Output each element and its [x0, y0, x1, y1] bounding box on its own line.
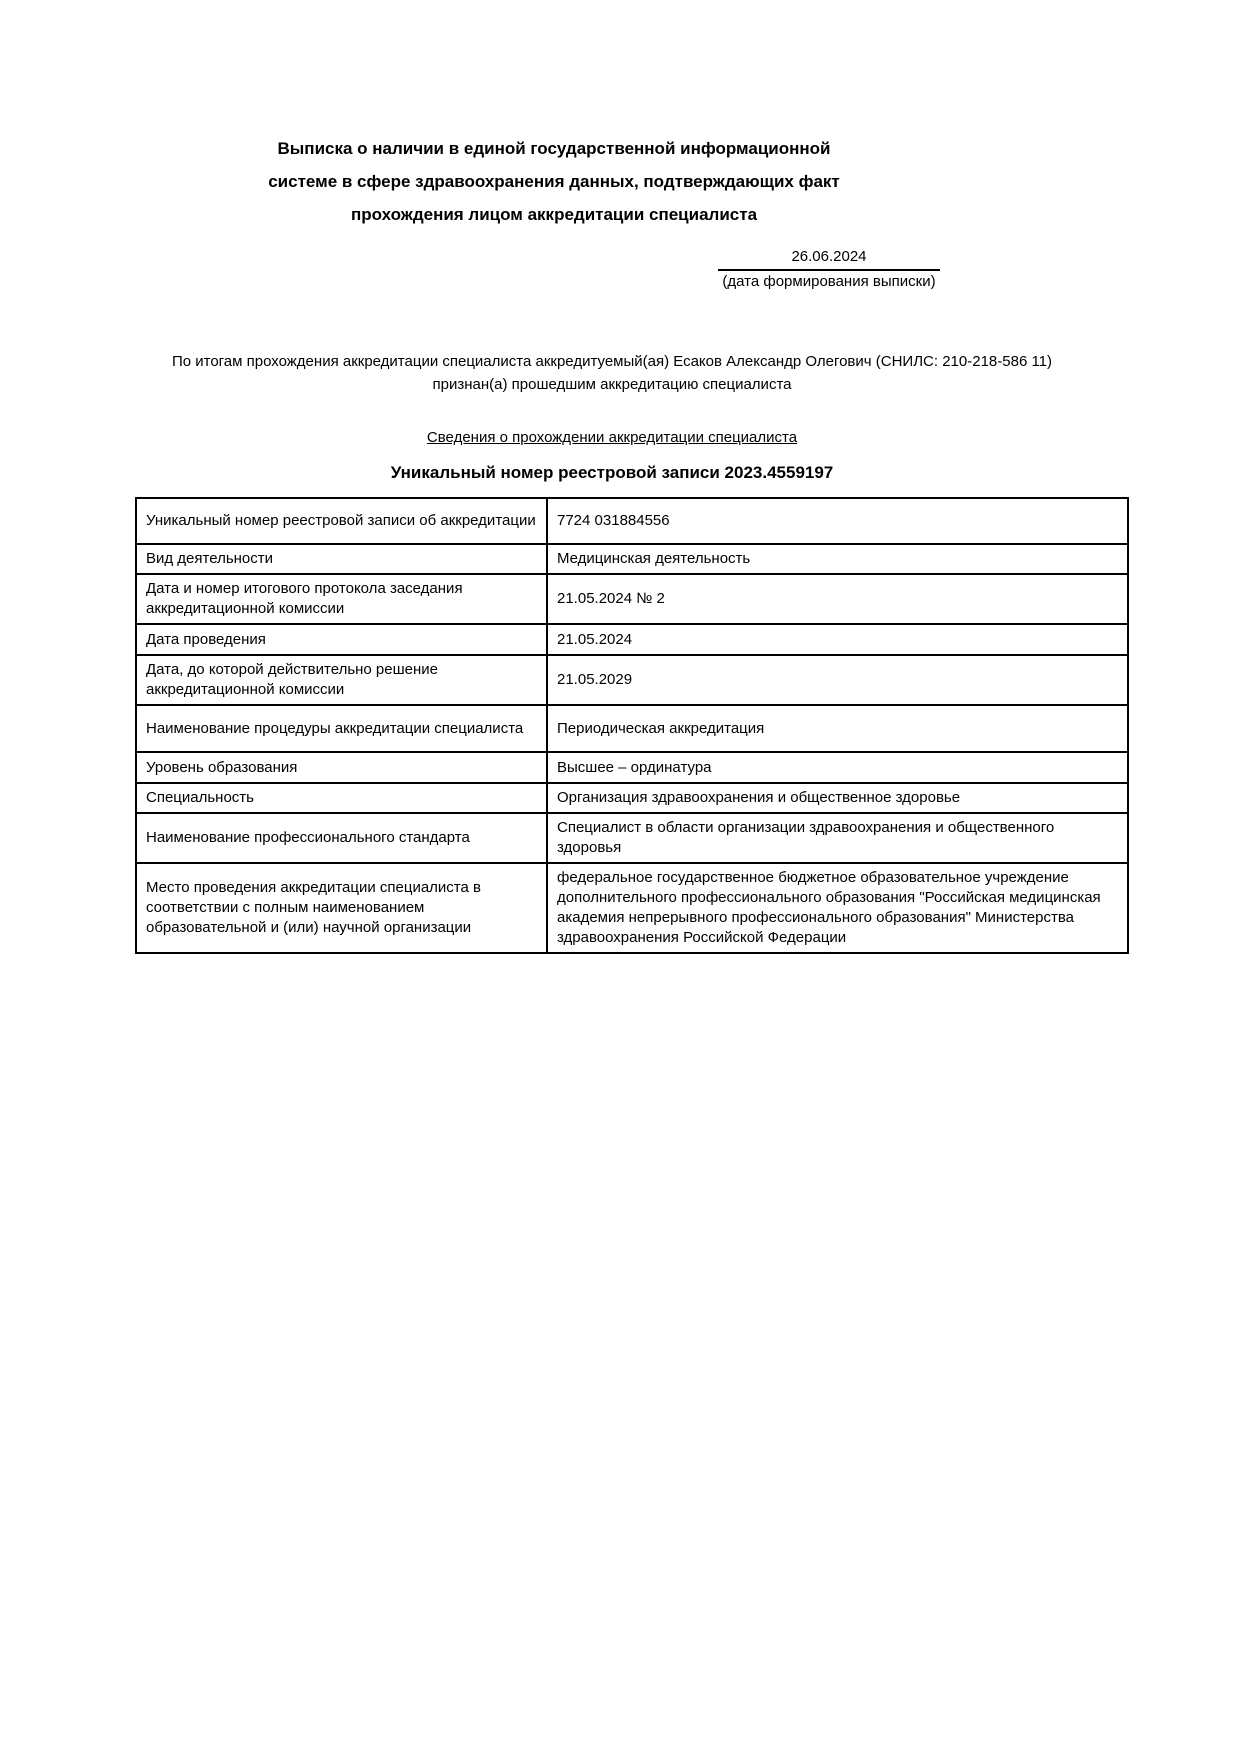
- intro-line-2: признан(а) прошедшим аккредитацию специалиста: [432, 376, 792, 393]
- table-cell-value: 21.05.2024 № 2: [547, 574, 1128, 624]
- table-row: [136, 752, 1128, 783]
- table-row: [136, 655, 1128, 705]
- table-cell-value: 21.05.2024: [547, 624, 1128, 655]
- table-cell-label: Наименование процедуры аккредитации специалиста: [136, 705, 547, 752]
- issue-date: 26.06.2024: [718, 247, 940, 271]
- table-cell-value: федеральное государственное бюджетное образовательное учреждение дополнительного профессионального образования "Российская медицинская академия непрерывного профессионального образования" Министерства здравоохранения Российской Федерации: [547, 863, 1128, 953]
- table-cell-label: Дата, до которой действительно решение аккредитационной комиссии: [136, 655, 547, 705]
- intro-line-1: По итогам прохождения аккредитации специалиста аккредитуемый(ая) Есаков Александр Олегович (СНИЛС: 210-218-586 11): [171, 353, 1053, 370]
- table-cell-label: Дата проведения: [136, 624, 547, 655]
- table-cell-value: Специалист в области организации здравоохранения и общественного здоровья: [547, 813, 1128, 863]
- intro-paragraph: [135, 350, 1089, 396]
- document-title: [252, 0, 856, 231]
- table-row: [136, 783, 1128, 813]
- table-cell-label: Наименование профессионального стандарта: [136, 813, 547, 863]
- accreditation-table: [135, 497, 1129, 954]
- table-cell-label: Уникальный номер реестровой записи об аккредитации: [136, 498, 547, 544]
- table-cell-label: Место проведения аккредитации специалиста в соответствии с полным наименованием образовательной и (или) научной организации: [136, 863, 547, 953]
- table-cell-value: 21.05.2029: [547, 655, 1128, 705]
- issue-date-block: [718, 247, 940, 292]
- table-row: [136, 705, 1128, 752]
- issue-date-caption: (дата формирования выписки): [722, 273, 936, 290]
- record-number-heading: Уникальный номер реестровой записи 2023.4559197: [390, 463, 834, 482]
- table-row: [136, 574, 1128, 624]
- table-cell-value: Медицинская деятельность: [547, 544, 1128, 574]
- table-row: [136, 863, 1128, 953]
- table-row: [136, 624, 1128, 655]
- table-cell-label: Уровень образования: [136, 752, 547, 783]
- table-cell-label: Дата и номер итогового протокола заседания аккредитационной комиссии: [136, 574, 547, 624]
- title-line-2: системе в сфере здравоохранения данных, подтверждающих факт: [268, 172, 840, 191]
- table-cell-value: Организация здравоохранения и общественное здоровье: [547, 783, 1128, 813]
- table-cell-value: Высшее – ординатура: [547, 752, 1128, 783]
- title-line-3: прохождения лицом аккредитации специалиста: [350, 205, 758, 224]
- title-line-1: Выписка о наличии в единой государственной информационной: [277, 139, 831, 158]
- table-cell-value: 7724 031884556: [547, 498, 1128, 544]
- table-row: [136, 544, 1128, 574]
- table-row: [136, 498, 1128, 544]
- table-cell-label: Вид деятельности: [136, 544, 547, 574]
- table-cell-label: Специальность: [136, 783, 547, 813]
- section-heading: Сведения о прохождении аккредитации специалиста: [426, 429, 798, 446]
- table-row: [136, 813, 1128, 863]
- table-cell-value: Периодическая аккредитация: [547, 705, 1128, 752]
